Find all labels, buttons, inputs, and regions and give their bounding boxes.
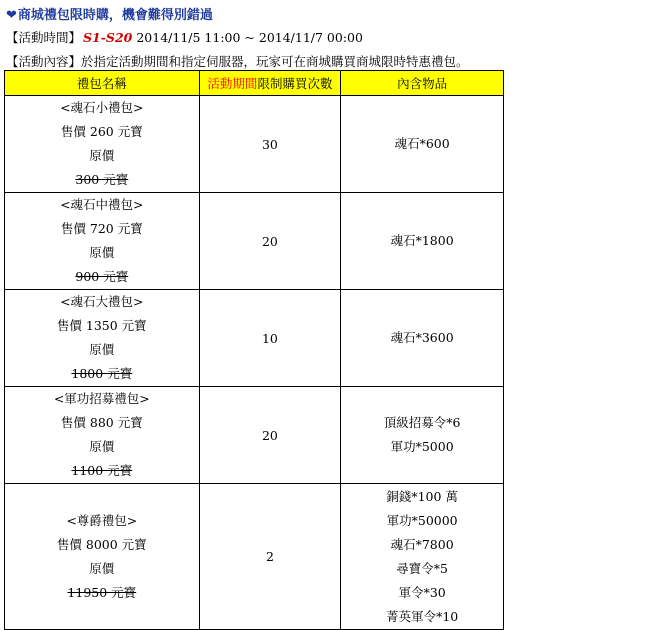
heading-text: 商城禮包限時購，機會難得別錯過 bbox=[17, 8, 213, 23]
item: 魂石*7800 bbox=[390, 536, 454, 552]
package-name: <魂石小禮包> bbox=[60, 100, 144, 115]
items-cell bbox=[341, 96, 504, 193]
original-price: 原價 900 元寶 bbox=[75, 245, 129, 284]
package-name: <魂石中禮包> bbox=[60, 197, 144, 212]
original-price: 原價 1100 元寶 bbox=[71, 439, 133, 478]
items-cell bbox=[341, 290, 504, 387]
content-label: 【活動內容】 bbox=[6, 54, 82, 69]
sale-price: 售價 8000 元寶 bbox=[56, 536, 147, 552]
package-name: <尊爵禮包> bbox=[66, 512, 138, 528]
item: 銅錢*100 萬 bbox=[386, 488, 458, 504]
heart-icon: ❤ bbox=[6, 8, 17, 23]
sale-price: 售價 720 元寶 bbox=[60, 221, 143, 236]
package-cell bbox=[5, 387, 200, 484]
page-heading bbox=[6, 4, 213, 23]
time-label: 【活動時間】 bbox=[6, 30, 82, 45]
purchase-limit: 30 bbox=[199, 96, 341, 193]
header-package-name: 禮包名稱 bbox=[5, 71, 200, 96]
content-text: 於指定活動期間和指定伺服器，玩家可在商城購買商城限時特惠禮包。 bbox=[81, 54, 469, 69]
sale-price: 售價 1350 元寶 bbox=[56, 318, 147, 333]
item: 軍功*50000 bbox=[386, 512, 458, 528]
table-row bbox=[5, 193, 504, 290]
event-time-line bbox=[6, 28, 363, 46]
header-limit-red: 活動期間 bbox=[207, 76, 258, 91]
package-name: <魂石大禮包> bbox=[60, 294, 144, 309]
purchase-limit: 10 bbox=[199, 290, 341, 387]
original-price: 原價 300 元寶 bbox=[75, 148, 129, 187]
item: 頂級招募令*6 bbox=[383, 415, 461, 430]
original-price: 原價 1800 元寶 bbox=[71, 342, 133, 381]
item: 尋寶令*5 bbox=[396, 560, 448, 576]
item: 菁英軍令*10 bbox=[386, 608, 459, 624]
time-range: 2014/11/5 11:00 ~ 2014/11/7 00:00 bbox=[136, 30, 363, 45]
table-row bbox=[5, 96, 504, 193]
items-cell bbox=[341, 387, 504, 484]
table-header-row bbox=[5, 71, 504, 96]
sale-price: 售價 880 元寶 bbox=[60, 415, 143, 430]
items-cell bbox=[341, 193, 504, 290]
item: 軍令*30 bbox=[398, 584, 446, 600]
package-name: <軍功招募禮包> bbox=[53, 391, 150, 406]
purchase-limit: 2 bbox=[199, 484, 341, 630]
package-table bbox=[4, 70, 504, 630]
server-range: S1-S20 bbox=[83, 30, 133, 45]
item: 魂石*3600 bbox=[390, 330, 454, 345]
item: 軍功*5000 bbox=[390, 439, 454, 454]
package-cell bbox=[5, 290, 200, 387]
header-contents: 內含物品 bbox=[341, 71, 504, 96]
table-row bbox=[5, 484, 504, 630]
sale-price: 售價 260 元寶 bbox=[60, 124, 143, 139]
package-cell bbox=[5, 193, 200, 290]
table-row bbox=[5, 290, 504, 387]
item: 魂石*600 bbox=[394, 136, 450, 151]
purchase-limit: 20 bbox=[199, 387, 341, 484]
purchase-limit: 20 bbox=[199, 193, 341, 290]
header-limit-rest: 限制購買次數 bbox=[257, 76, 333, 91]
header-purchase-limit bbox=[199, 71, 341, 96]
package-cell bbox=[5, 96, 200, 193]
item: 魂石*1800 bbox=[390, 233, 454, 248]
original-price: 原價 11950 元寶 bbox=[67, 560, 137, 600]
table-row bbox=[5, 387, 504, 484]
items-cell bbox=[341, 484, 504, 630]
package-cell bbox=[5, 484, 200, 630]
event-content-line bbox=[6, 52, 469, 70]
